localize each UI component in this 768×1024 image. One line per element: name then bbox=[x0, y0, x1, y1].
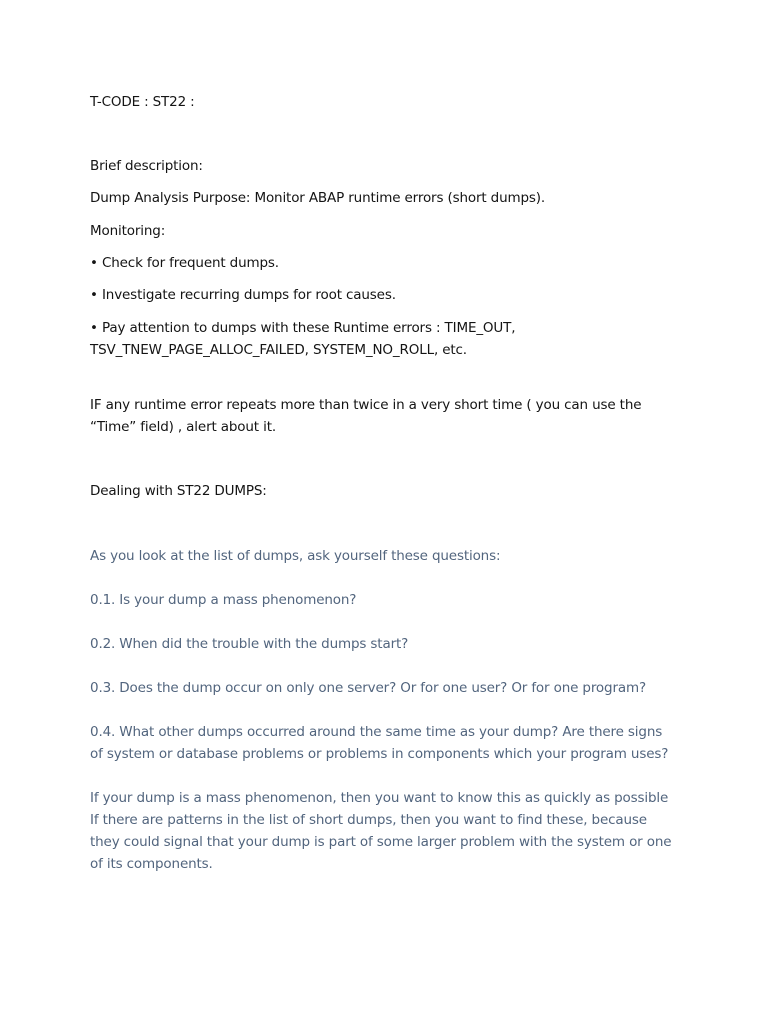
monitoring-heading: Monitoring: bbox=[90, 223, 166, 239]
question-item: 0.1. Is your dump a mass phenomenon? bbox=[90, 592, 357, 608]
bullet-item: • Investigate recurring dumps for root causes. bbox=[90, 287, 396, 303]
tcode-line: T-CODE : ST22 : bbox=[90, 94, 195, 110]
bullet-item: • Check for frequent dumps. bbox=[90, 255, 279, 271]
purpose-line: Dump Analysis Purpose: Monitor ABAP runtime errors (short dumps). bbox=[90, 190, 546, 206]
dealing-heading: Dealing with ST22 DUMPS: bbox=[90, 483, 267, 499]
question-item: 0.3. Does the dump occur on only one server? Or for one user? Or for one program? bbox=[90, 680, 646, 696]
question-item: 0.4. What other dumps occurred around the same time as your dump? Are there signs of system or database problems or problems in components which your program uses? bbox=[90, 724, 669, 762]
bullet-item: • Pay attention to dumps with these Runtime errors : TIME_OUT, TSV_TNEW_PAGE_ALLOC_FAILED, SYSTEM_NO_ROLL, etc. bbox=[90, 320, 516, 358]
closing-paragraph: If your dump is a mass phenomenon, then you want to know this as quickly as possible If there are patterns in the list of short dumps, then you want to find these, because they could signal that your dump is part of some larger problem with the system or one of its components. bbox=[90, 790, 672, 872]
alert-note: IF any runtime error repeats more than twice in a very short time ( you can use the “Time” field) , alert about it. bbox=[90, 397, 642, 435]
brief-description-heading: Brief description: bbox=[90, 158, 203, 174]
questions-intro: As you look at the list of dumps, ask yourself these questions: bbox=[90, 548, 501, 564]
question-item: 0.2. When did the trouble with the dumps start? bbox=[90, 636, 409, 652]
